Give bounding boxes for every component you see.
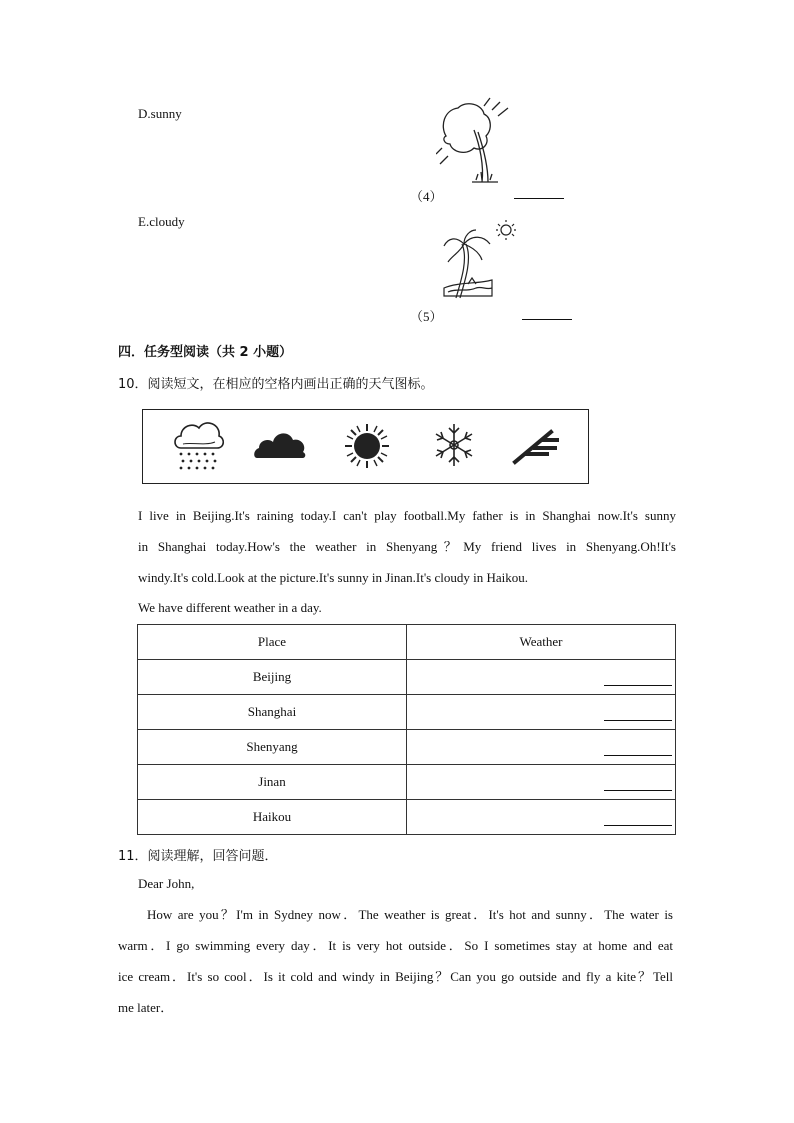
place-cell: Jinan <box>138 765 407 800</box>
option-d: D.sunny <box>138 106 182 121</box>
weather-cell[interactable] <box>407 695 676 730</box>
snowflake-icon <box>431 422 477 468</box>
picture-4-label: （4） <box>410 189 443 204</box>
letter-line: ice cream．It's so cool．Is it cold and windy in Beijing？Can you go outside and fly a kite？Tell <box>118 969 673 984</box>
wind-icon <box>511 426 561 468</box>
letter-greeting: Dear John, <box>138 876 195 891</box>
passage-note: We have different weather in a day. <box>138 600 322 615</box>
answer-blank[interactable] <box>604 685 672 686</box>
table-row <box>138 695 676 730</box>
place-cell: Beijing <box>138 660 407 695</box>
weather-icon-strip <box>142 409 589 484</box>
windy-tree-icon <box>436 96 518 188</box>
question-10-prompt: 10．阅读短文，在相应的空格内画出正确的天气图标。 <box>118 377 434 392</box>
table-header-row <box>138 625 676 660</box>
passage-line: I live in Beijing.It's raining today.I can't play football.My father is in Shanghai now.It's sunny <box>138 508 676 523</box>
answer-blank[interactable] <box>604 755 672 756</box>
table-row <box>138 660 676 695</box>
table-row <box>138 765 676 800</box>
reading-passage <box>138 500 676 593</box>
weather-cell[interactable] <box>407 765 676 800</box>
weather-cell[interactable] <box>407 660 676 695</box>
header-weather: Weather <box>407 625 676 660</box>
table-row <box>138 800 676 835</box>
weather-table <box>137 624 676 835</box>
cloud-icon <box>253 428 307 462</box>
place-cell: Haikou <box>138 800 407 835</box>
passage-line: windy.It's cold.Look at the picture.It's sunny in Jinan.It's cloudy in Haikou. <box>138 570 528 585</box>
header-place: Place <box>138 625 407 660</box>
weather-cell[interactable] <box>407 800 676 835</box>
answer-blank[interactable] <box>604 720 672 721</box>
letter-line: How are you？I'm in Sydney now．The weather is great．It's hot and sunny．The water is <box>147 907 673 922</box>
answer-blank[interactable] <box>604 790 672 791</box>
place-cell: Shanghai <box>138 695 407 730</box>
question-11-prompt: 11．阅读理解，回答问题． <box>118 849 278 864</box>
picture-5-label: （5） <box>410 309 443 324</box>
sunny-palm-beach-icon <box>438 218 520 304</box>
answer-blank-5[interactable] <box>522 319 572 320</box>
letter-line: me later． <box>118 1000 174 1015</box>
answer-blank-4[interactable] <box>514 198 564 199</box>
weather-cell[interactable] <box>407 730 676 765</box>
section-title: 四．任务型阅读（共 2 小题） <box>118 345 293 360</box>
passage-line: in Shanghai today.How's the weather in Shenyang？My friend lives in Shenyang.Oh!It's <box>138 539 676 554</box>
table-row <box>138 730 676 765</box>
sun-icon <box>343 422 391 470</box>
rain-cloud-icon <box>171 416 225 474</box>
letter-line: warm．I go swimming every day．It is very hot outside．So I sometimes stay at home and eat <box>118 938 673 953</box>
option-e: E.cloudy <box>138 214 185 229</box>
place-cell: Shenyang <box>138 730 407 765</box>
answer-blank[interactable] <box>604 825 672 826</box>
letter-body <box>118 899 673 1023</box>
